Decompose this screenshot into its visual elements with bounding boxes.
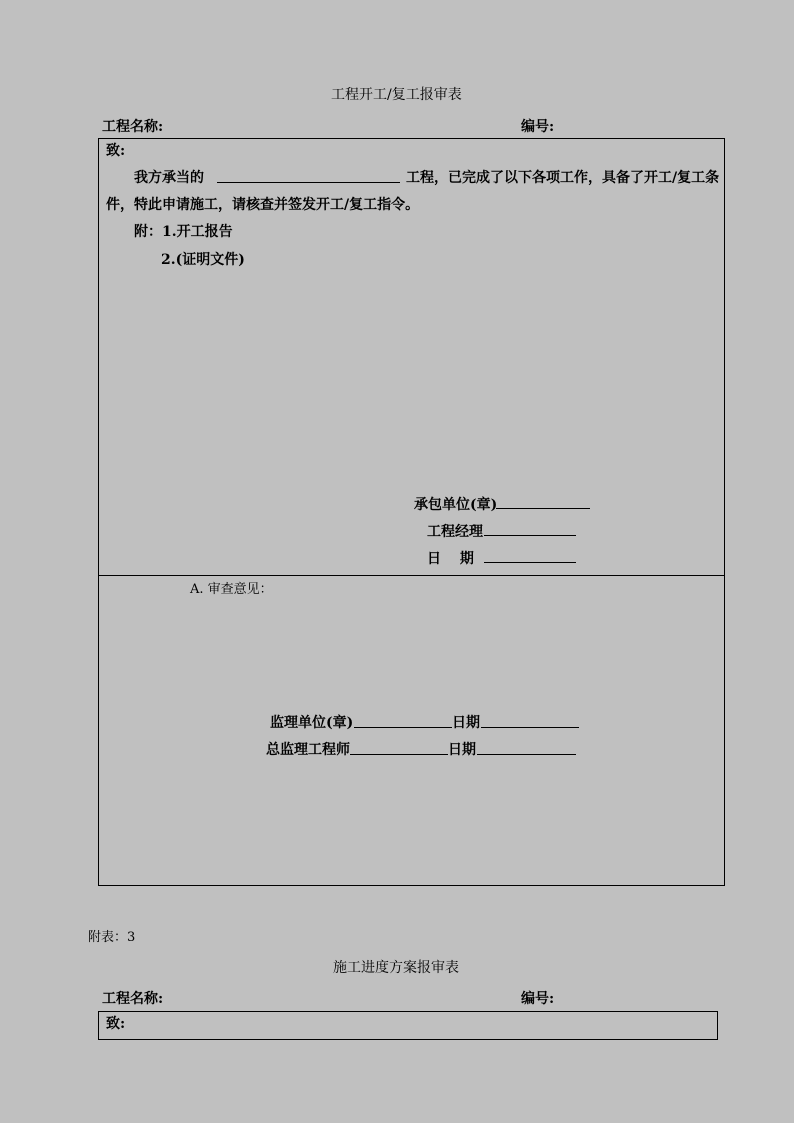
form1-divider [98, 575, 725, 576]
contractor-label: 承包单位(章) [414, 497, 498, 513]
form1-to-label: 致: [106, 143, 126, 159]
contractor-blank[interactable] [496, 508, 590, 509]
chief-supervisor-label: 总监理工程师 [266, 742, 350, 758]
chief-supervisor-blank[interactable] [350, 754, 448, 755]
form2-number-label: 编号: [521, 991, 555, 1007]
form2-table [98, 1011, 718, 1040]
form1-date-label: 日 期 [427, 551, 474, 567]
review-label: A. 审查意见： [190, 582, 273, 597]
form1-attach-1: 附：1.开工报告 [134, 224, 233, 240]
supervisor-unit-label: 监理单位(章) [270, 715, 354, 731]
chief-date-label: 日期 [448, 742, 476, 758]
form2-to-label: 致: [106, 1016, 126, 1032]
chief-date-blank[interactable] [477, 754, 576, 755]
appendix-label: 附表：3 [88, 930, 136, 945]
form1-project-blank[interactable] [217, 182, 400, 183]
form2-project-name-label: 工程名称: [102, 991, 164, 1007]
supervisor-unit-blank[interactable] [354, 727, 452, 728]
pm-label: 工程经理 [427, 524, 483, 540]
supervisor-date-label: 日期 [452, 715, 480, 731]
form1-title: 工程开工/复工报审表 [331, 87, 462, 103]
form1-date-blank[interactable] [484, 562, 576, 563]
supervisor-date-blank[interactable] [481, 727, 579, 728]
form1-number-label: 编号: [521, 119, 555, 135]
pm-blank[interactable] [484, 535, 576, 536]
form1-line2: 件，特此申请施工，请核查并签发开工/复工指令。 [106, 197, 420, 213]
form1-project-name-label: 工程名称: [102, 119, 164, 135]
form1-attach-2: 2.(证明文件) [161, 252, 245, 268]
form2-title: 施工进度方案报审表 [333, 960, 459, 976]
form1-intro-prefix: 我方承当的 [134, 170, 204, 186]
form1-intro-suffix: 工程，已完成了以下各项工作，具备了开工/复工条 [406, 170, 720, 186]
